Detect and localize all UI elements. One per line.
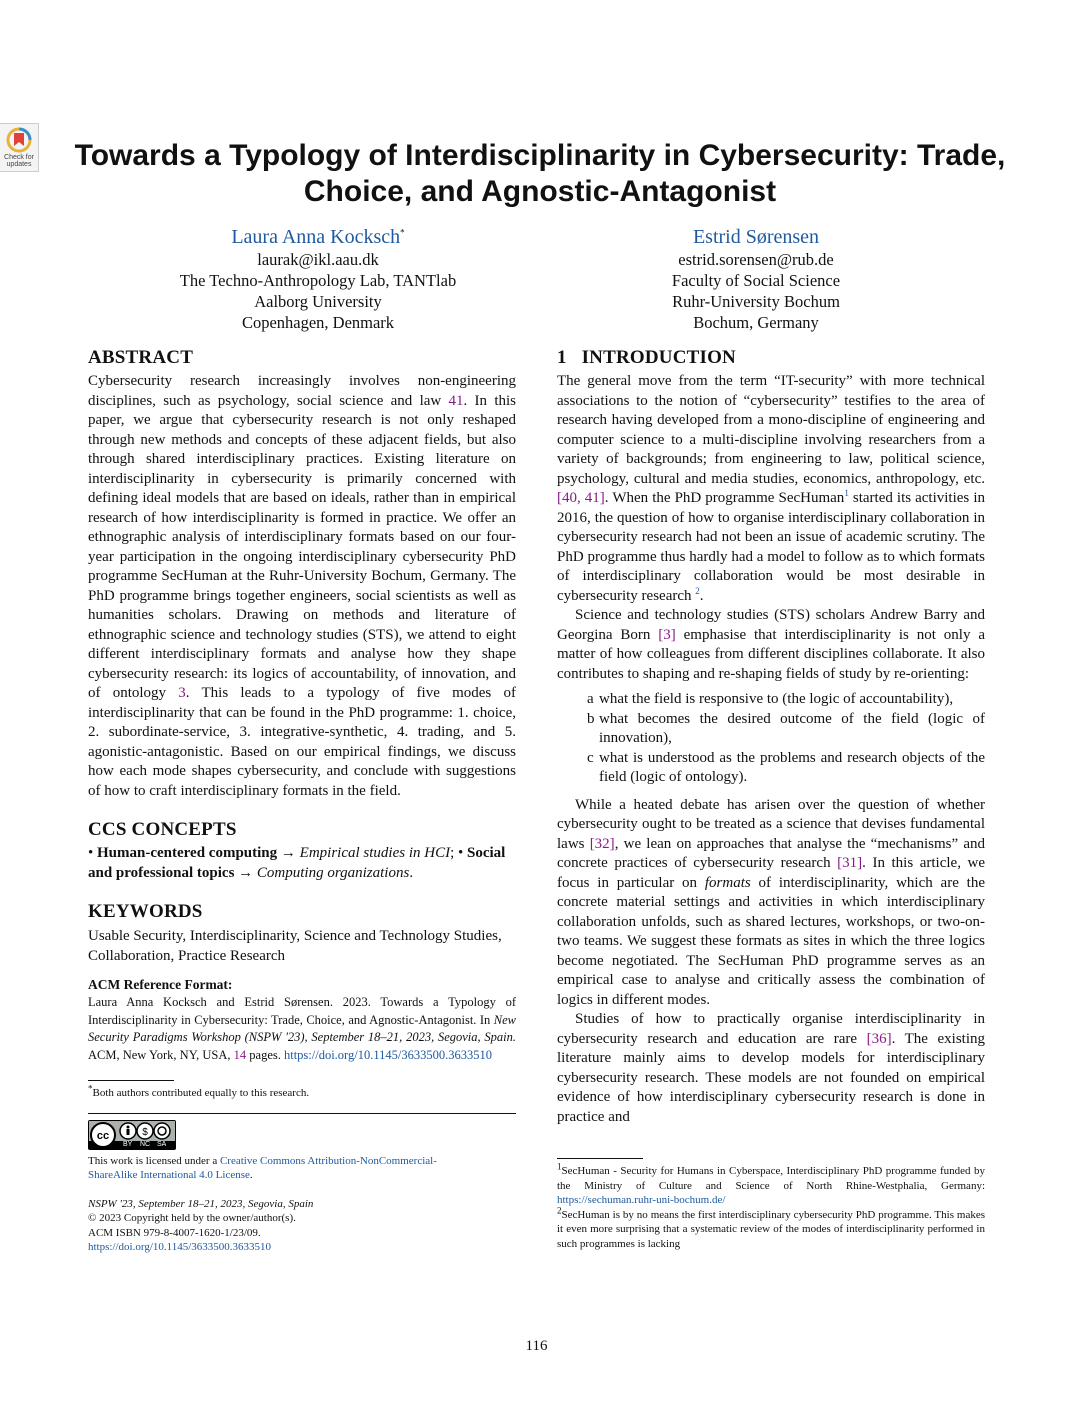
isbn: ACM ISBN 979-8-4007-1620-1/23/09. xyxy=(88,1226,261,1239)
bold-term: Human-centered computing xyxy=(97,845,278,861)
author-block xyxy=(536,225,976,333)
author-email: estrid.sorensen@rub.de xyxy=(678,250,834,269)
abstract-text: Cybersecurity research increasingly involves non-engineering disciplines, such as psychology, social science and law 41. In this paper, we argue that cybersecurity research is not only reshaped through new methods and concepts of these adjacent fields, but also through shared interdisciplinary practices. Existing literature on interdisciplinarity in cybersecurity is primarily concerned with defining ideal models that are based on ideals, rather than in empirical research of how interdisciplinarity is formed in practice. We offer an ethnographic analysis of interdisciplinary formats based on our four-year participation in the ongoing interdisciplinary cybersecurity PhD programme SecHuman at the Ruhr-University Bochum, Germany. The PhD programme brings together engineers, social scientists as well as humanities scholars. Drawing on methods and literature of ethnographic science and technology studies (STS), we attend to eight different interdisciplinary formats and analyse how they shape cybersecurity research: its logics of accountability, of innovation, and of ontology 3. This leads to a typology of five modes of interdisciplinarity that can be found in the PhD programme: 1. choice, 2. subordinate-service, 3. integrative-synthetic, 4. trading, and 5. agonistic-antagonistic. Based on our empirical findings, we discuss how each mode shapes cybersecurity, and conclude with suggestions of how to craft interdisciplinary formats in the field. xyxy=(88,373,516,799)
intro-paragraph: While a heated debate has arisen over the question of whether cybersecurity ought to be treated as a science that devises fundamental laws [32], we lean on approaches that analyse the “mechanisms” and concrete practices of cybersecurity research [31]. In this article, we focus in particular on formats of interdisciplinarity, which are the concrete material settings and activities in which interdisciplinary collaboration unfolds, such as shared lectures, workshops, or two-on-two teams. We suggest these formats as sites in which the three logics become negotiated. The SecHuman PhD programme serves as an empirical case to analyse and critically assess the combination of logics in different modes. xyxy=(557,796,985,1008)
license-divider xyxy=(88,1113,516,1114)
intro-paragraph: Science and technology studies (STS) scholars Andrew Barry and Georgina Born [3] emphasise that interdisciplinarity is not only a matter of how colleagues from different disciplines collaborate. It also contributes to shaping and re-shaping fields of study by re-orienting: xyxy=(557,607,985,682)
author-affiliation: Bochum, Germany xyxy=(693,313,819,332)
hyperlink[interactable]: Creative Commons Attribution-NonCommercial-ShareAlike International 4.0 License xyxy=(88,1154,437,1181)
acm-reference-text: Laura Anna Kocksch and Estrid Sørensen. 2023. Towards a Typology of Interdisciplinarity in Cybersecurity: Trade, Choice, and Agnostic-Antagonist. In New Security Paradigms Workshop (NSPW '23), September 18–21, 2023, Segovia, Spain. ACM, New York, NY, USA, 14 pages. https://doi.org/10.1145/3633500.3633510 xyxy=(88,995,516,1062)
citation-link[interactable]: [31] xyxy=(837,855,863,871)
ccs-text: • Human-centered computing → Empirical studies in HCI; • Social and professional topics → Computing organizations. xyxy=(88,845,506,881)
footnotes xyxy=(557,1158,985,1251)
introduction-heading: 1 INTRODUCTION xyxy=(557,347,736,368)
keywords-text: Usable Security, Interdisciplinarity, Science and Technology Studies, Collaboration, Practice Research xyxy=(88,928,502,964)
footnote-mark: * xyxy=(400,227,405,238)
title-line: Choice, and Agnostic-Antagonist xyxy=(303,175,777,208)
footnote: $^2$SecHuman is by no means the first interdisciplinary cybersecurity PhD programme. This makes it even more surprising that a systematic review of the modes of interdisciplinarity performed in such programmes is lacking xyxy=(557,1204,985,1250)
citation-link[interactable]: 14 xyxy=(233,1047,247,1062)
footnote-divider xyxy=(88,1080,174,1081)
list-item: b what becomes the desired outcome of the field (logic of innovation), xyxy=(587,710,985,746)
keywords-heading: KEYWORDS xyxy=(88,901,203,922)
author-affiliation: Faculty of Social Science xyxy=(671,271,841,290)
author-affiliation: The Techno-Anthropology Lab, TANTlab xyxy=(179,271,457,290)
citation-link[interactable]: 3 xyxy=(178,685,186,701)
citation-link[interactable]: [3] xyxy=(658,626,676,643)
cc-label: BY xyxy=(123,1140,133,1148)
hyperlink[interactable]: https://doi.org/10.1145/3633500.3633510 xyxy=(283,1047,492,1062)
author-name[interactable]: Estrid Sørensen xyxy=(692,226,820,248)
citation-link[interactable]: [36] xyxy=(866,1030,892,1047)
check-for-updates-badge[interactable] xyxy=(0,123,39,172)
footnote-ref[interactable]: 1 xyxy=(557,1161,562,1172)
emphasis: Computing organizations xyxy=(256,864,410,881)
citation-link[interactable]: [32] xyxy=(589,835,615,852)
logics-list xyxy=(587,690,985,788)
author-affiliation: Aalborg University xyxy=(254,292,382,311)
cc-label: SA xyxy=(157,1140,167,1148)
left-column xyxy=(88,346,516,1255)
intro-paragraph: The general move from the term “IT-security” with more technical associations to the notion of “cybersecurity” testifies to the area of research having developed from a mono-discipline of engineering and computer science to a multi-discipline involving researchers from a variety of backgrounds; from engineering to law, political science, psychology, cultural and media studies, economics, anthropology, etc. [40, 41]. When the PhD programme SecHuman$^1$ started its activities in 2016, the question of how to organise interdisciplinary collaboration in cybersecurity research had not been an issue of academic scrutiny. The PhD programme thus hardly had a model to follow as to which formats of interdisciplinary collaboration would be most desirable in cybersecurity research $^2$. xyxy=(557,373,985,604)
svg-text:$: $ xyxy=(142,1126,148,1138)
acm-reference-heading: ACM Reference Format: xyxy=(88,977,233,992)
svg-text:cc: cc xyxy=(96,1129,110,1142)
author-block xyxy=(98,225,538,333)
abstract-heading: ABSTRACT xyxy=(88,347,194,368)
emphasis: Empirical studies in HCI xyxy=(299,845,451,861)
conference-venue: NSPW '23, September 18–21, 2023, Segovia, Spain xyxy=(88,1197,314,1210)
badge-text: Check for updates xyxy=(4,154,34,168)
citation-link[interactable]: [40, 41] xyxy=(557,490,605,506)
license-text: This work is licensed under a Creative Commons Attribution-NonCommercial-ShareAlike International 4.0 License. xyxy=(88,1154,437,1181)
footnote-ref[interactable]: 2 xyxy=(695,585,700,596)
list-item: a what the field is responsive to (the logic of accountability), xyxy=(587,691,954,707)
cc-by-nc-sa-logo[interactable] xyxy=(88,1120,176,1150)
footnote-ref[interactable]: 2 xyxy=(557,1204,562,1215)
doi-link[interactable]: https://doi.org/10.1145/3633500.3633510 xyxy=(88,1241,272,1253)
author-affiliation: Copenhagen, Denmark xyxy=(241,313,395,332)
footnote-equal-contribution: *Both authors contributed equally to this research. xyxy=(88,1083,310,1099)
author-name[interactable]: Laura Anna Kocksch* xyxy=(231,226,405,248)
author-affiliation: Ruhr-University Bochum xyxy=(672,292,840,311)
author-email: laurak@ikl.aau.dk xyxy=(257,250,379,269)
bookmark-ribbon-icon xyxy=(6,127,32,153)
ccs-heading: CCS CONCEPTS xyxy=(88,819,237,840)
emphasis: New Security Paradigms Workshop (NSPW '23), September 18–21, 2023, Segovia, Spain. xyxy=(88,1012,516,1044)
hyperlink[interactable]: https://sechuman.ruhr-uni-bochum.de/ xyxy=(557,1194,726,1206)
footnote-divider xyxy=(557,1158,643,1159)
cc-label: NC xyxy=(140,1140,151,1148)
paper-title xyxy=(60,138,1020,210)
intro-paragraph: Studies of how to practically organise interdisciplinarity in cybersecurity research and education are rare [36]. The existing literature mainly aims to develop models for interdisciplinary cybersecurity research. These models are not founded on empirical evidence of how interdisciplinary cybersecurity research is done in practice and xyxy=(557,1011,985,1125)
copyright: © 2023 Copyright held by the owner/author(s). xyxy=(88,1212,296,1224)
bold-term: Social and professional topics xyxy=(88,845,506,881)
footnote: $^1$SecHuman - Security for Humans in Cyberspace, Interdisciplinary PhD programme funded by the Ministry of Culture and Science of North Rhine-Westphalia, Germany: https://sechuman.ruhr-uni-bochum.de/ xyxy=(557,1161,985,1206)
list-item: c what is understood as the problems and research objects of the field (logic of ontology). xyxy=(587,749,985,785)
title-line: Towards a Typology of Interdisciplinarity in Cybersecurity: Trade, xyxy=(74,139,1006,172)
footnote-ref[interactable]: 1 xyxy=(844,488,849,498)
emphasis: formats xyxy=(704,874,751,891)
citation-link[interactable]: 41 xyxy=(448,392,464,409)
page-number: 116 xyxy=(525,1338,548,1354)
right-column xyxy=(557,346,985,1127)
